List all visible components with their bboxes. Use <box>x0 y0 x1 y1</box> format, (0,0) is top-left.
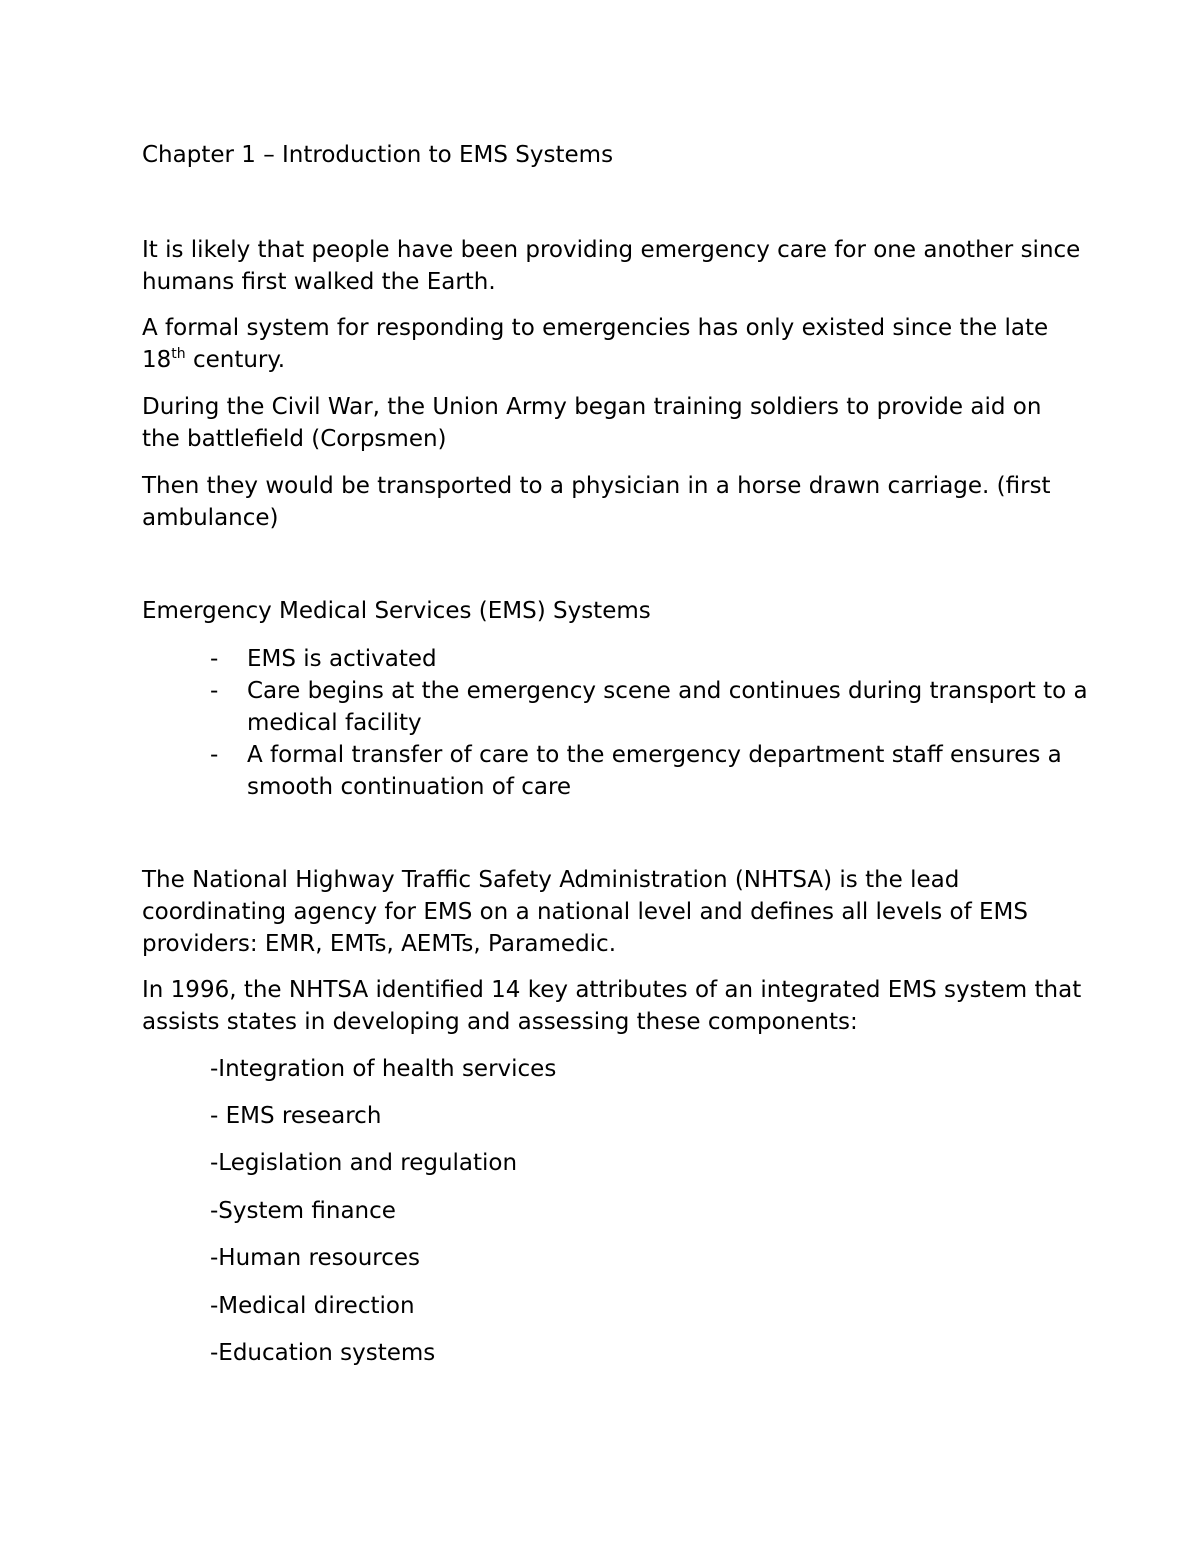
intro-paragraph-3-block <box>142 391 1082 455</box>
nhtsa-paragraph-2-block <box>142 974 1082 1038</box>
intro-paragraph-1-block <box>142 234 1082 298</box>
attribute-item-education: -Education systems <box>210 1340 436 1366</box>
intro-paragraph-2 <box>142 312 1082 376</box>
bullet-marker: - <box>210 678 219 704</box>
ems-section-heading: Emergency Medical Services (EMS) Systems <box>142 598 651 624</box>
intro-paragraph-3: During the Civil War, the Union Army began training soldiers to provide aid on the battlefield (Corpsmen) <box>142 394 1042 452</box>
list-item <box>210 739 1090 803</box>
attribute-item-research: - EMS research <box>210 1103 382 1129</box>
attribute-item-medical-direction: -Medical direction <box>210 1293 415 1319</box>
bullet-marker: - <box>210 742 219 768</box>
chapter-title-block <box>142 139 1082 171</box>
bullet-marker: - <box>210 646 219 672</box>
nhtsa-paragraph-1-block <box>142 864 1082 960</box>
nhtsa-paragraph-2: In 1996, the NHTSA identified 14 key attributes of an integrated EMS system that assists states in developing and assessing these components: <box>142 977 1082 1035</box>
attribute-item-legislation: -Legislation and regulation <box>210 1150 518 1176</box>
list-item <box>210 643 1090 675</box>
ems-bullet-list <box>210 643 1090 803</box>
nhtsa-paragraph-1: The National Highway Traffic Safety Administration (NHTSA) is the lead coordinating agency for EMS on a national level and defines all levels of EMS providers: EMR, EMTs, AEMTs, Paramedic. <box>142 867 1028 957</box>
list-item <box>210 675 1090 739</box>
list-item-text: EMS is activated <box>247 646 437 672</box>
ordinal-suffix: th <box>171 346 186 362</box>
attribute-item-human-resources: -Human resources <box>210 1245 421 1271</box>
intro-paragraph-4-block <box>142 470 1082 534</box>
list-item-text: A formal transfer of care to the emergency department staff ensures a smooth continuation of care <box>247 742 1062 800</box>
intro-paragraph-4: Then they would be transported to a physician in a horse drawn carriage. (first ambulance) <box>142 473 1051 531</box>
ems-heading-block <box>142 595 1082 627</box>
chapter-title: Chapter 1 – Introduction to EMS Systems <box>142 142 614 168</box>
intro-paragraph-2-end: century. <box>185 347 286 373</box>
intro-paragraph-2-text: A formal system for responding to emergencies has only existed since the late 18 <box>142 315 1049 373</box>
attribute-item-integration: -Integration of health services <box>210 1056 557 1082</box>
list-item-text: Care begins at the emergency scene and continues during transport to a medical facility <box>247 678 1088 736</box>
attribute-item-finance: -System finance <box>210 1198 396 1224</box>
intro-paragraph-1: It is likely that people have been providing emergency care for one another since humans first walked the Earth. <box>142 237 1081 295</box>
intro-paragraph-2-block <box>142 312 1082 376</box>
